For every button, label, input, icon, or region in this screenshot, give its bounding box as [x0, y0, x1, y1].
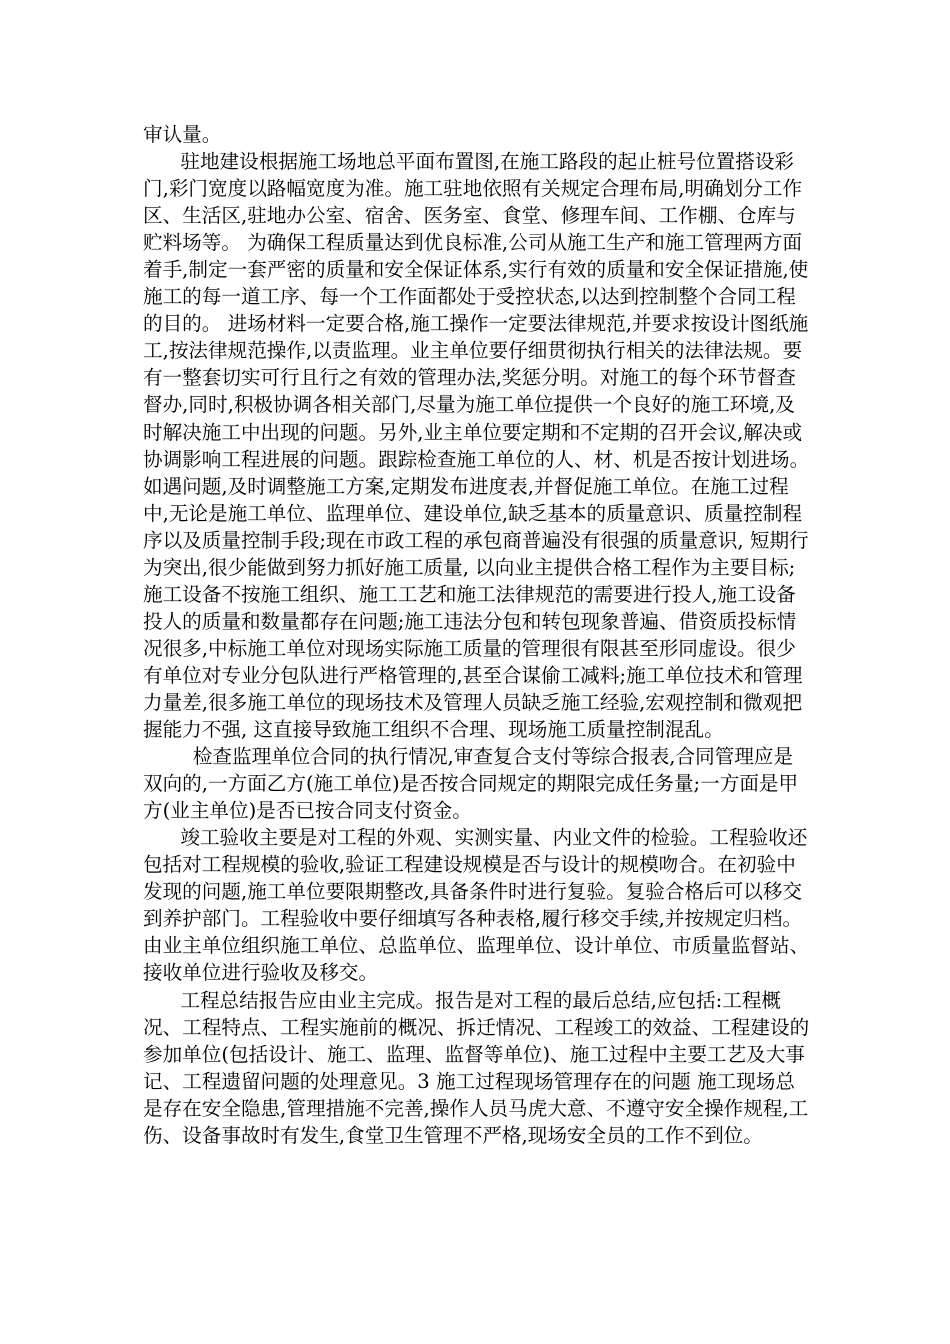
- paragraph-3: 检查监理单位合同的执行情况,审查复合支付等综合报表,合同管理应是双向的,一方面乙方(施工单位)是否按合同规定的期限完成任务量;一方面是甲方(业主单位)是否已按合同支付资金。: [143, 745, 799, 823]
- paragraph-2: 驻地建设根据施工场地总平面布置图,在施工路段的起止桩号位置搭设彩门,彩门宽度以路幅宽度为准。施工驻地依照有关规定合理布局,明确划分工作区、生活区,驻地办公室、宿舍、医务室、食堂、修理车间、工作棚、仓库与贮料场等。 为确保工程质量达到优良标准,公司从施工生产和施工管理两方面着手,制定一套严密的质量和安全保证体系,实行有效的质量和安全保证措施,使施工的每一道工序、每一个工作面都处于受控状态,以达到控制整个合同工程的目的。 进场材料一定要合格,施工操作一定要法律规范,并要求按设计图纸施工,按法律规范操作,以责监理。业主单位要仔细贯彻执行相关的法律法规。要有一整套切实可行且行之有效的管理办法,奖惩分明。对施工的每个环节督查督办,同时,积极协调各相关部门,尽量为施工单位提供一个良好的施工环境,及时解决施工中出现的问题。另外,业主单位要定期和不定期的召开会议,解决或协调影响工程进展的问题。跟踪检查施工单位的人、材、机是否按计划进场。如遇问题,及时调整施工方案,定期发布进度表,并督促施工单位。在施工过程中,无论是施工单位、监理单位、建设单位,缺乏基本的质量意识、质量控制程序以及质量控制手段;现在市政工程的承包商普遍没有很强的质量意识, 短期行为突出,很少能做到努力抓好施工质量, 以向业主提供合格工程作为主要目标;施工设备不按施工组织、施工工艺和施工法律规范的需要进行投人,施工设备投人的质量和数量都存在问题;施工违法分包和转包现象普遍、借资质投标情况很多,中标施工单位对现场实际施工质量的管理很有限甚至形同虚设。很少有单位对专业分包队进行严格管理的,甚至合谋偷工减料;施工单位技术和管理力量差,很多施工单位的现场技术及管理人员缺乏施工经验,宏观控制和微观把握能力不强, 这直接导致施工组织不合理、现场施工质量控制混乱。: [143, 150, 810, 742]
- paragraph-5: 工程总结报告应由业主完成。报告是对工程的最后总结,应包括:工程概况、工程特点、工程实施前的概况、拆迁情况、工程竣工的效益、工程建设的参加单位(包括设计、施工、监理、监督等单位)、施工过程中主要工艺及大事记、工程遗留问题的处理意见。3 施工过程现场管理存在的问题 施工现场总是存在安全隐患,管理措施不完善,操作人员马虎大意、不遵守安全操作规程,工伤、设备事故时有发生,食堂卫生管理不严格,现场安全员的工作不到位。: [143, 988, 810, 1147]
- document-body: [143, 121, 811, 1149]
- paragraph-1: 审认量。: [143, 123, 222, 146]
- paragraph-4: 竣工验收主要是对工程的外观、实测实量、内业文件的检验。工程验收还包括对工程规模的验收,验证工程建设规模是否与设计的规模吻合。在初验中发现的问题,施工单位要限期整改,具备条件时进行复验。复验合格后可以移交到养护部门。工程验收中要仔细填写各种表格,履行移交手续,并按规定归档。由业主单位组织施工单位、总监单位、监理单位、设计单位、市质量监督站、接收单位进行验收及移交。: [143, 826, 810, 985]
